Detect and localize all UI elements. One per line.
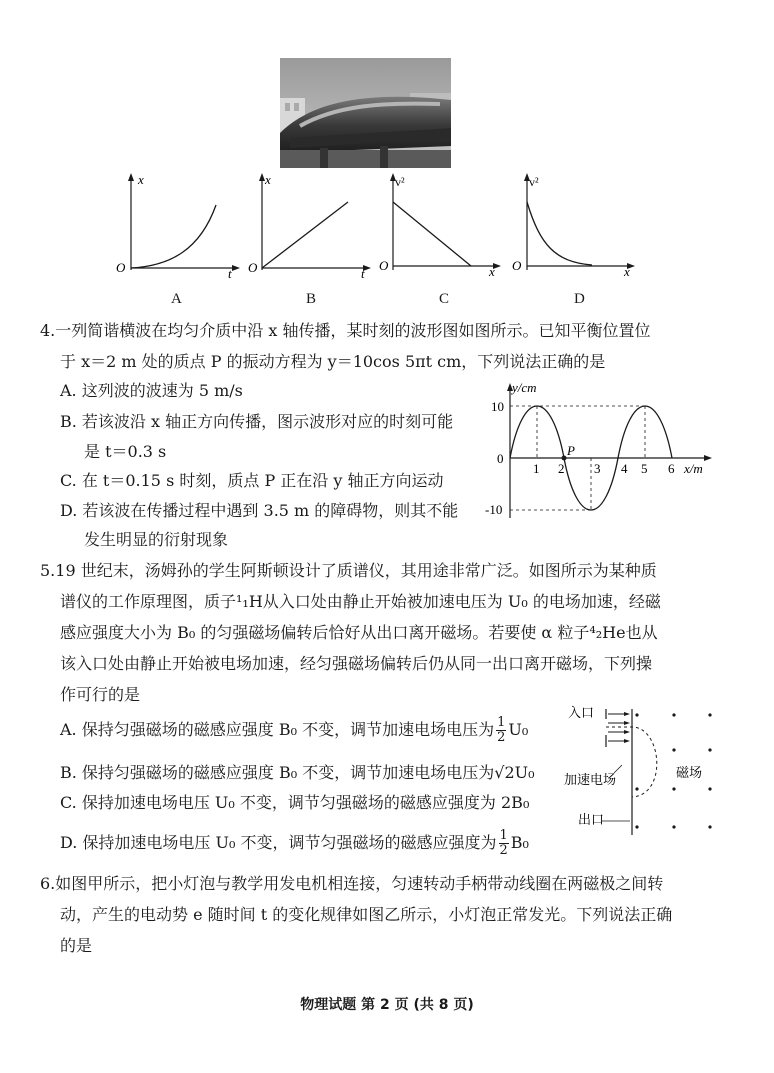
graph-a-caption: A <box>171 291 182 307</box>
graph-a-ylabel: x <box>138 172 144 187</box>
diagram-field-label: 加速电场 <box>564 772 617 787</box>
q5-stem-line1: 5.19 世纪末，汤姆孙的学生阿斯顿设计了质谱仪，其用途非常广泛。如图所示为某种质 <box>40 561 657 580</box>
q5-option-c: C. 保持加速电场电压 U₀ 不变，调节匀强磁场的磁感应强度为 2B₀ <box>60 793 530 812</box>
wave-tick-6: 6 <box>668 461 675 476</box>
wave-tick-3: 3 <box>594 461 601 476</box>
q5-option-a <box>60 715 528 745</box>
mass-spectrometer-diagram <box>564 705 724 840</box>
graph-c-xlabel: x <box>489 264 495 279</box>
diagram-magnet-label: 磁场 <box>676 765 703 780</box>
q5-option-b: B. 保持匀强磁场的磁感应强度 B₀ 不变，调节加速电场电压为√2U₀ <box>60 763 535 782</box>
q5-option-a-text: A. 保持匀强磁场的磁感应强度 B₀ 不变，调节加速电场电压为 <box>60 720 495 739</box>
wave-tick-2: 2 <box>558 461 565 476</box>
page-footer: 物理试题 第 2 页 (共 8 页) <box>300 997 474 1013</box>
diagram-exit-label: 出口 <box>578 812 605 827</box>
q5-option-a-fraction <box>496 716 506 745</box>
q4-option-b-line1: B. 若该波沿 x 轴正方向传播，图示波形对应的时刻可能 <box>60 412 454 431</box>
q5-stem-line2: 谱仪的工作原理图，质子¹₁H从入口处由静止开始被加速电压为 U₀ 的电场加速，经磁 <box>60 592 661 611</box>
q4-stem-line2: 于 x＝2 m 处的质点 P 的振动方程为 y＝10cos 5πt cm，下列说法正确的是 <box>60 352 606 371</box>
graph-b <box>245 170 375 280</box>
q4-option-c: C. 在 t＝0.15 s 时刻，质点 P 正在沿 y 轴正方向运动 <box>60 471 444 490</box>
q5-option-d-fraction <box>499 829 509 858</box>
q5-option-d-unit: B₀ <box>510 833 529 852</box>
q5-option-a-unit: U₀ <box>508 720 529 739</box>
q6-stem-line1: 6.如图甲所示，把小灯泡与教学用发电机相连接，匀速转动手柄带动线圈在两磁极之间转 <box>40 874 664 893</box>
q5-option-d <box>60 828 529 858</box>
graph-a-xlabel: t <box>228 266 232 280</box>
q4-stem-line1: 4.一列简谐横波在均匀介质中沿 x 轴传播，某时刻的波形图如图所示。已知平衡位置位 <box>40 321 651 340</box>
q5-stem-line3: 感应强度大小为 B₀ 的匀强磁场偏转后恰好从出口离开磁场。若要使 α 粒子⁴₂He也从 <box>60 623 658 642</box>
graph-a <box>110 170 240 280</box>
q4-option-d-line2: 发生明显的衍射现象 <box>84 530 229 549</box>
q4-option-d-line1: D. 若该波在传播过程中遇到 3.5 m 的障碍物，则其不能 <box>60 501 459 520</box>
q4-option-a: A. 这列波的波速为 5 m/s <box>60 381 243 400</box>
wave-tick-4: 4 <box>621 461 628 476</box>
graph-b-ylabel: x <box>265 172 271 187</box>
q4-option-b-line2: 是 t＝0.3 s <box>84 442 167 461</box>
q5-option-a-num: 1 <box>497 715 506 730</box>
wave-graph <box>480 378 720 528</box>
wave-tick-5: 5 <box>641 461 648 476</box>
graph-d-ylabel: v² <box>529 175 539 189</box>
diagram-entry-label: 入口 <box>568 705 595 720</box>
point-p-marker <box>562 456 567 461</box>
wave-xlabel: x/m <box>684 461 703 476</box>
graph-b-origin: O <box>248 260 258 275</box>
q5-stem-line5: 作可行的是 <box>60 685 141 704</box>
graph-c-caption: C <box>439 291 450 307</box>
graph-c-origin: O <box>379 258 389 273</box>
graph-d <box>510 170 640 280</box>
graph-d-caption: D <box>574 291 585 307</box>
wave-tick-1: 1 <box>533 461 540 476</box>
graph-b-xlabel: t <box>361 266 365 280</box>
wave-point-p: P <box>567 443 575 458</box>
graph-b-caption: B <box>306 291 317 307</box>
maglev-train-photo <box>280 58 451 168</box>
q5-option-d-num: 1 <box>499 828 508 843</box>
graph-c <box>377 170 507 280</box>
q5-option-d-text: D. 保持加速电场电压 U₀ 不变，调节匀强磁场的磁感应强度为 <box>60 833 497 852</box>
q6-stem-line2: 动，产生的电动势 e 随时间 t 的变化规律如图乙所示，小灯泡正常发光。下列说法正确 <box>60 905 673 924</box>
q5-option-a-den: 2 <box>497 730 506 745</box>
graph-c-ylabel: v² <box>395 175 405 189</box>
wave-y-min: -10 <box>485 502 503 517</box>
q5-stem-line4: 该入口处由静止开始被电场加速，经匀强磁场偏转后仍从同一出口离开磁场，下列操 <box>60 654 653 673</box>
graph-d-origin: O <box>512 258 522 273</box>
wave-y-max: 10 <box>491 399 504 414</box>
graph-a-origin: O <box>116 260 126 275</box>
wave-ylabel: y/cm <box>512 380 537 395</box>
q6-stem-line3: 的是 <box>60 936 93 955</box>
wave-origin: 0 <box>497 451 504 466</box>
graph-d-xlabel: x <box>624 264 630 279</box>
q5-option-d-den: 2 <box>499 843 508 858</box>
